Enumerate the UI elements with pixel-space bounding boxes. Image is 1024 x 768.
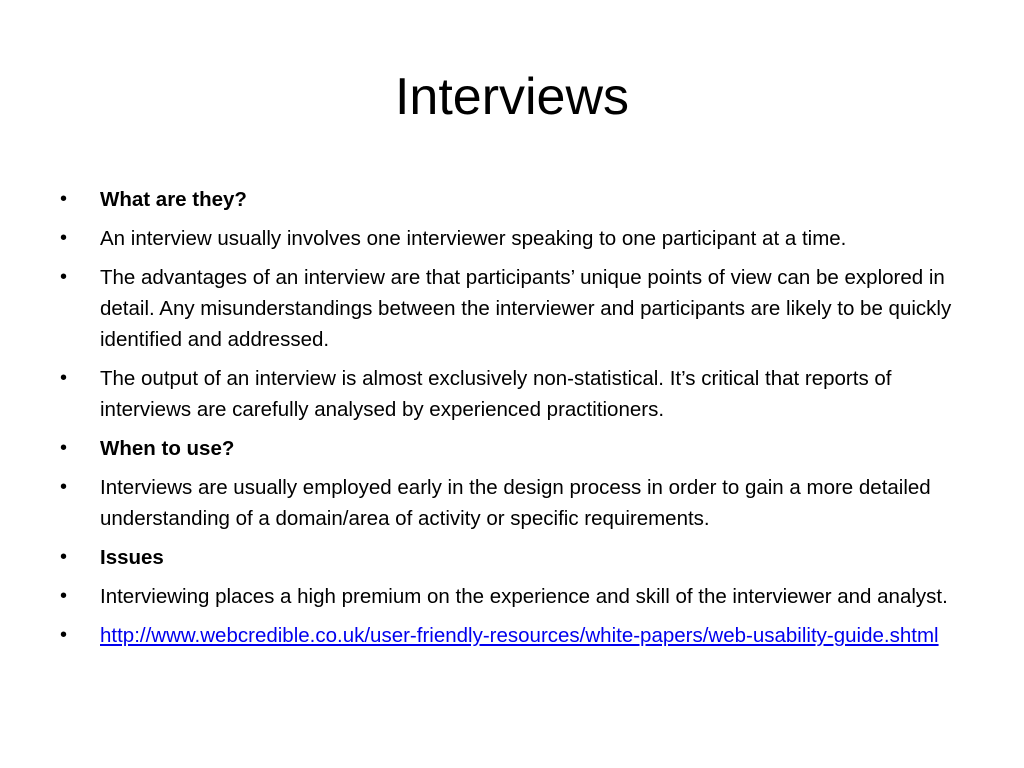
bullet-text-definition: An interview usually involves one interviewer speaking to one participant at a time.: [100, 227, 847, 250]
bullet-text-advantages: The advantages of an interview are that participants’ unique points of view can be explored in detail. Any misunderstandings between the interviewer and participants are likely to be quickly identified and addressed.: [100, 266, 952, 351]
bullet-item-output: [60, 363, 970, 425]
bullet-list: [60, 184, 970, 659]
bullet-text-issues-detail: Interviewing places a high premium on the experience and skill of the interviewer and analyst.: [100, 585, 948, 608]
bullet-item-reference-link: [60, 620, 970, 651]
bullet-point-icon: •: [60, 227, 68, 249]
bullet-item-advantages: [60, 262, 970, 355]
bullet-point-icon: •: [60, 367, 68, 389]
bullet-item-what-are-they: [60, 184, 970, 215]
bullet-point-icon: •: [60, 624, 68, 646]
heading-what-are-they: What are they?: [100, 188, 247, 211]
heading-issues: Issues: [100, 546, 164, 569]
bullet-point-icon: •: [60, 585, 68, 607]
bullet-item-issues: [60, 542, 970, 573]
bullet-item-issues-detail: [60, 581, 970, 612]
bullet-item-definition: [60, 223, 970, 254]
bullet-point-icon: •: [60, 266, 68, 288]
bullet-point-icon: •: [60, 437, 68, 459]
bullet-point-icon: •: [60, 188, 68, 210]
bullet-text-usage: Interviews are usually employed early in the design process in order to gain a more detailed understanding of a domain/area of activity or specific requirements.: [100, 476, 931, 530]
bullet-point-icon: •: [60, 476, 68, 498]
bullet-item-when-to-use: [60, 433, 970, 464]
slide-title: Interviews: [394, 68, 630, 126]
bullet-text-output: The output of an interview is almost exclusively non-statistical. It’s critical that reports of interviews are carefully analysed by experienced practitioners.: [100, 367, 892, 421]
heading-when-to-use: When to use?: [100, 437, 235, 460]
bullet-point-icon: •: [60, 546, 68, 568]
reference-link[interactable]: http://www.webcredible.co.uk/user-friendly-resources/white-papers/web-usability-guide.shtml: [100, 624, 939, 647]
bullet-item-usage: [60, 472, 970, 534]
